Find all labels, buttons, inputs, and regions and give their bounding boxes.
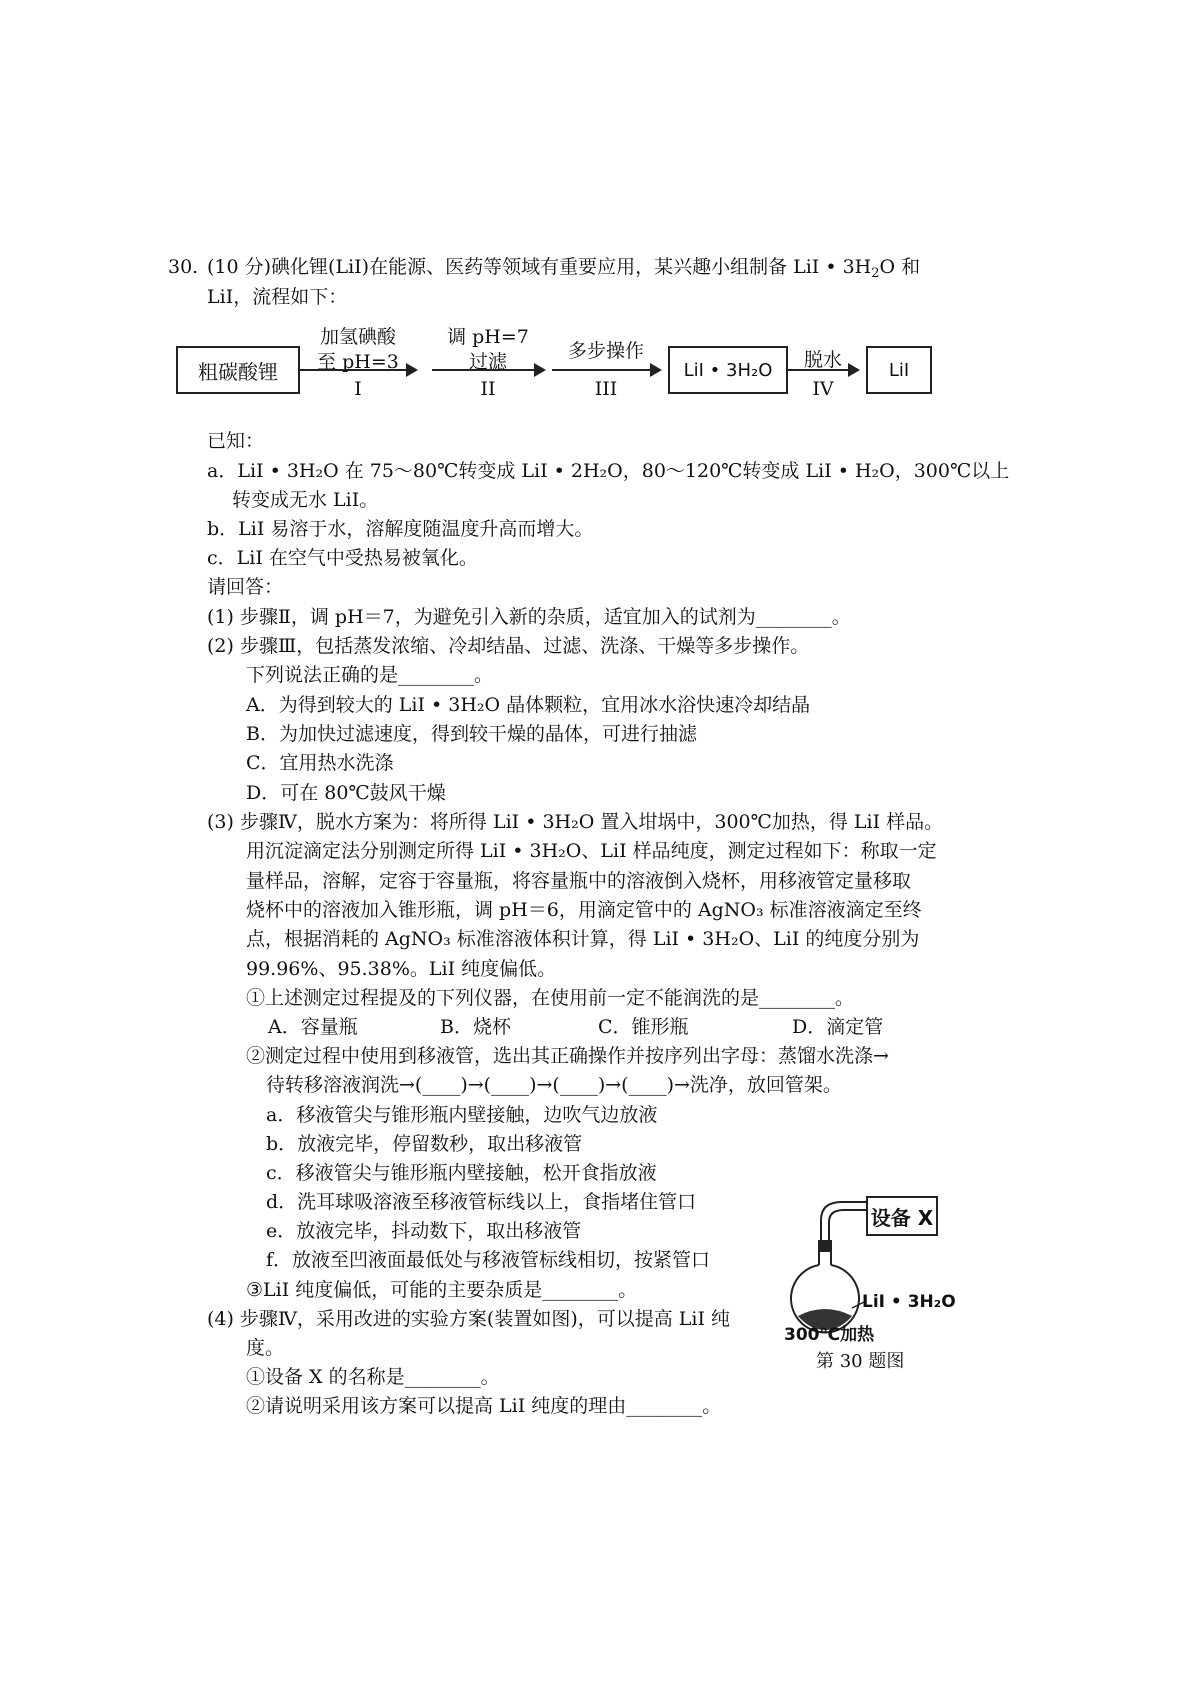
q1: (1) 步骤Ⅱ，调 pH＝7，为避免引入新的杂质，适宜加入的试剂为________。	[207, 606, 851, 628]
q3-step-f: f．放液至凹液面最低处与移液管标线相切，按紧管口	[266, 1249, 711, 1271]
q3-step-b: b．放液完毕，停留数秒，取出移液管	[266, 1133, 583, 1155]
figure-caption: 第 30 题图	[816, 1351, 905, 1372]
flow-box-lii-hydrate: LiI • 3H₂O	[668, 346, 788, 394]
q3-step-a: a．移液管尖与锥形瓶内壁接触，边吹气边放液	[266, 1104, 658, 1126]
q2-option-b: B．为加快过滤速度，得到较干燥的晶体，可进行抽滤	[246, 723, 697, 745]
q3-sub2-line2: 待转移溶液润洗→(____)→(____)→(____)→(____)→洗净，放回管架。	[266, 1074, 842, 1096]
device-x-box: 设备 X	[866, 1196, 938, 1236]
q2-option-a: A．为得到较大的 LiI • 3H₂O 晶体颗粒，宜用冰水浴快速冷却结晶	[246, 694, 811, 716]
q3-step-e: e．放液完毕，抖动数下，取出移液管	[266, 1220, 582, 1242]
q4-sub2: ②请说明采用该方案可以提高 LiI 纯度的理由________。	[246, 1395, 722, 1417]
q3-line2: 用沉淀滴定法分别测定所得 LiI • 3H₂O、LiI 样品纯度，测定过程如下：称取一定	[246, 840, 937, 862]
q3-line4: 烧杯中的溶液加入锥形瓶，调 pH＝6，用滴定管中的 AgNO₃ 标准溶液滴定至终	[246, 899, 922, 921]
q3-sub1-option-a: A．容量瓶	[268, 1016, 358, 1038]
known-a-line2: 转变成无水 LiI。	[232, 489, 379, 511]
heat-label: 300℃加热	[784, 1325, 875, 1345]
q3-line6: 99.96%、95.38%。LiI 纯度偏低。	[246, 958, 557, 980]
q3-sub3: ③LiI 纯度偏低，可能的主要杂质是________。	[246, 1279, 638, 1301]
q2-line1: (2) 步骤Ⅲ，包括蒸发浓缩、冷却结晶、过滤、洗涤、干燥等多步操作。	[207, 635, 810, 657]
question-intro-line2: LiI，流程如下：	[207, 286, 348, 308]
flow-step1-mid: 至 pH=3	[317, 351, 399, 373]
sample-label: LiI • 3H₂O	[862, 1292, 956, 1312]
question-intro-line1: (10 分)碘化锂(LiI)在能源、医药等领域有重要应用，某兴趣小组制备 LiI • $3H_2O$ 和	[207, 256, 921, 281]
known-c: c．LiI 在空气中受热易被氧化。	[207, 547, 478, 569]
q3-step-d: d．洗耳球吸溶液至移液管标线以上，食指堵住管口	[266, 1191, 697, 1213]
known-b: b．LiI 易溶于水，溶解度随温度升高而增大。	[207, 518, 594, 540]
q3-sub1-option-b: B．烧杯	[440, 1016, 511, 1038]
q3-sub1-option-c: C．锥形瓶	[598, 1016, 689, 1038]
q2-option-d: D．可在 80℃鼓风干燥	[246, 782, 446, 804]
known-a-line1: a．LiI • 3H₂O 在 75～80℃转变成 LiI • 2H₂O，80～120℃转变成 LiI • H₂O，300℃以上	[207, 460, 1010, 482]
q3-step-c: c．移液管尖与锥形瓶内壁接触，松开食指放液	[266, 1162, 657, 1184]
answer-prompt: 请回答：	[207, 576, 284, 598]
q4-line1: (4) 步骤Ⅳ，采用改进的实验方案(装置如图)，可以提高 LiI 纯	[207, 1308, 731, 1330]
flow-arrow-3	[552, 369, 660, 371]
flow-box-lii: LiI	[866, 346, 932, 394]
flow-step2-top: 调 pH=7	[447, 326, 529, 348]
flow-step1-num: I	[354, 378, 362, 400]
q2-option-c: C．宜用热水洗涤	[246, 752, 394, 774]
flow-step2-mid: 过滤	[468, 351, 507, 373]
q4-sub1: ①设备 X 的名称是________。	[246, 1366, 500, 1388]
flow-step1-top: 加氢碘酸	[319, 326, 396, 348]
flow-step4-num: IV	[812, 378, 834, 400]
q3-line5: 点，根据消耗的 AgNO₃ 标准溶液体积计算，得 LiI • 3H₂O、LiI 的纯度分别为	[246, 928, 920, 950]
q3-sub1-option-d: D．滴定管	[792, 1016, 884, 1038]
q3-sub2-line1: ②测定过程中使用到移液管，选出其正确操作并按序列出字母：蒸馏水洗涤→	[246, 1045, 889, 1067]
question-number: 30.	[168, 256, 199, 278]
flow-step3-top: 多步操作	[567, 340, 644, 362]
flow-step4-top: 脱水	[803, 349, 842, 371]
q4-line2: 度。	[246, 1337, 285, 1359]
q3-line3: 量样品，溶解，定容于容量瓶，将容量瓶中的溶液倒入烧杯，用移液管定量移取	[246, 870, 912, 892]
flow-box-start: 粗碳酸锂	[176, 346, 300, 394]
known-title: 已知：	[207, 430, 265, 452]
q3-sub1: ①上述测定过程提及的下列仪器，在使用前一定不能润洗的是________。	[246, 987, 855, 1009]
flow-step2-num: II	[480, 378, 496, 400]
flow-step3-num: III	[594, 378, 618, 400]
q3-line1: (3) 步骤Ⅳ，脱水方案为：将所得 LiI • 3H₂O 置入坩埚中，300℃加热，得 LiI 样品。	[207, 811, 944, 833]
q2-line2: 下列说法正确的是________。	[246, 664, 494, 686]
